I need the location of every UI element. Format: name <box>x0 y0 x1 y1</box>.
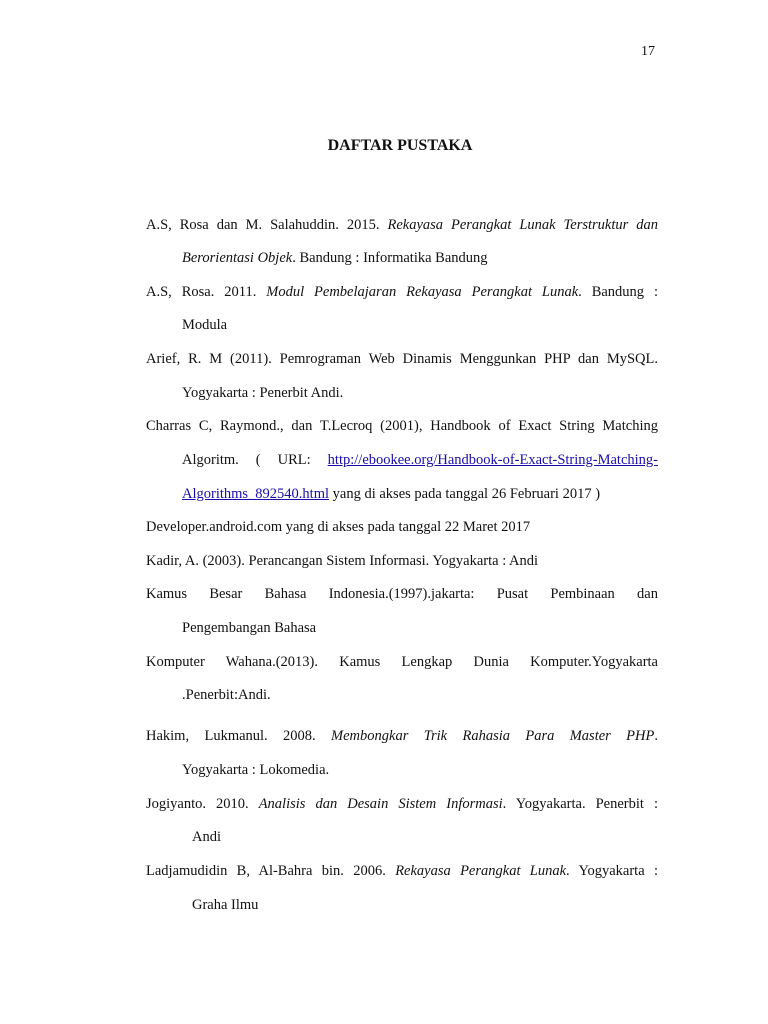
reference-11-line-1: Ladjamudidin B, Al-Bahra bin. 2006. Rekayasa Perangkat Lunak. Yogyakarta : <box>146 863 658 879</box>
reference-7-line-2: Pengembangan Bahasa <box>182 620 317 636</box>
reference-10-line-2: Andi <box>192 829 221 845</box>
reference-11-line-2: Graha Ilmu <box>192 897 259 913</box>
page-number: 17 <box>641 44 655 59</box>
reference-4-url-link-cont[interactable]: Algorithms_892540.html <box>182 486 330 502</box>
reference-9-line-1: Hakim, Lukmanul. 2008. Membongkar Trik Rahasia Para Master PHP. <box>146 728 658 744</box>
reference-7-line-1: Kamus Besar Bahasa Indonesia.(1997).jakarta: Pusat Pembinaan dan <box>146 586 658 602</box>
reference-5: Developer.android.com yang di akses pada tanggal 22 Maret 2017 <box>146 519 531 535</box>
reference-3-line-2: Yogyakarta : Penerbit Andi. <box>182 385 344 401</box>
reference-4-line-3: Algorithms_892540.html yang di akses pada tanggal 26 Februari 2017 ) <box>182 486 601 502</box>
reference-4-line-1: Charras C, Raymond., dan T.Lecroq (2001), Handbook of Exact String Matching <box>146 418 658 434</box>
reference-8-line-1: Komputer Wahana.(2013). Kamus Lengkap Dunia Komputer.Yogyakarta <box>146 654 658 670</box>
reference-4-url-link[interactable]: http://ebookee.org/Handbook-of-Exact-String-Matching- <box>327 452 658 468</box>
reference-2-line-1: A.S, Rosa. 2011. Modul Pembelajaran Rekayasa Perangkat Lunak. Bandung : <box>146 284 659 300</box>
reference-1-line-1: A.S, Rosa dan M. Salahuddin. 2015. Rekayasa Perangkat Lunak Terstruktur dan <box>146 217 659 233</box>
reference-9-line-2: Yogyakarta : Lokomedia. <box>182 762 330 778</box>
reference-3-line-1: Arief, R. M (2011). Pemrograman Web Dinamis Menggunkan PHP dan MySQL. <box>146 351 658 367</box>
reference-8-line-2: .Penerbit:Andi. <box>182 687 271 703</box>
reference-6: Kadir, A. (2003). Perancangan Sistem Informasi. Yogyakarta : Andi <box>146 553 539 569</box>
reference-10-line-1: Jogiyanto. 2010. Analisis dan Desain Sistem Informasi. Yogyakarta. Penerbit : <box>146 796 659 812</box>
reference-1-line-2: Berorientasi Objek. Bandung : Informatika Bandung <box>182 250 488 266</box>
reference-4-line-2: Algoritm. ( URL: http://ebookee.org/Handbook-of-Exact-String-Matching- <box>182 452 658 468</box>
reference-2-line-2: Modula <box>182 317 228 333</box>
page-title: DAFTAR PUSTAKA <box>327 137 473 154</box>
